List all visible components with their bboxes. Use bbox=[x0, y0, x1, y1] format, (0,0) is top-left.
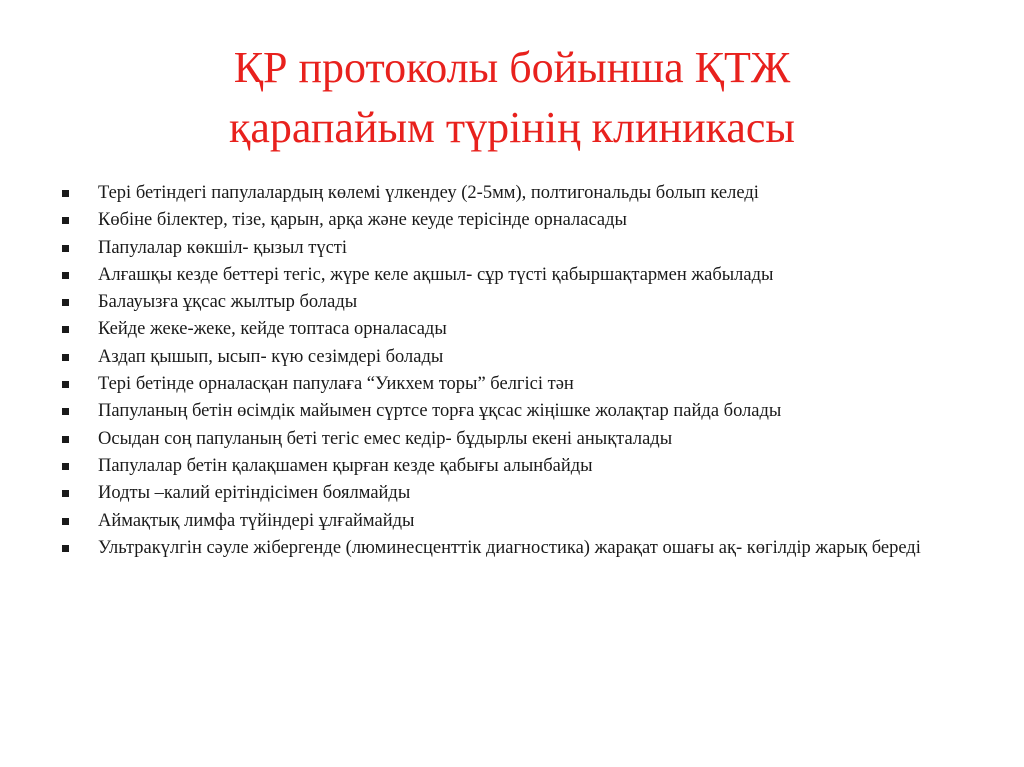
bullet-item bbox=[58, 289, 958, 316]
slide-title-line-1: ҚР протоколы бойынша ҚТЖ bbox=[233, 43, 791, 92]
bullet-text: Кейде жеке-жеке, кейде топтаса орналасады bbox=[98, 319, 447, 340]
bullet-item bbox=[58, 262, 958, 289]
bullet-item bbox=[58, 535, 958, 562]
bullet-item bbox=[58, 207, 958, 234]
slide-title-line-2: қарапайым түрінің клиникасы bbox=[229, 103, 795, 152]
square-bullet-icon bbox=[62, 299, 69, 306]
square-bullet-icon bbox=[62, 190, 69, 197]
bullet-item bbox=[58, 398, 958, 425]
bullet-text: Осыдан соң папуланың беті тегіс емес кедір- бұдырлы екені анықталады bbox=[98, 428, 673, 449]
square-bullet-icon bbox=[62, 408, 69, 415]
bullet-text: Аздап қышып, ысып- күю сезімдері болады bbox=[98, 346, 444, 367]
bullet-list bbox=[58, 180, 958, 562]
bullet-text: Алғашқы кезде беттері тегіс, жүре келе ақшыл- сұр түсті қабыршақтармен жабылады bbox=[98, 264, 774, 285]
bullet-item bbox=[58, 480, 958, 507]
square-bullet-icon bbox=[62, 326, 69, 333]
square-bullet-icon bbox=[62, 463, 69, 470]
bullet-text: Папуланың бетін өсімдік майымен сүртсе торға ұқсас жіңішке жолақтар пайда болады bbox=[98, 401, 782, 422]
bullet-text: Көбіне білектер, тізе, қарын, арқа және кеуде терісінде орналасады bbox=[98, 210, 627, 231]
bullet-text: Папулалар бетін қалақшамен қырған кезде қабығы алынбайды bbox=[98, 455, 593, 476]
bullet-item bbox=[58, 180, 958, 207]
bullet-item bbox=[58, 316, 958, 343]
bullet-text: Тері бетінде орналасқан папулаға “Уикхем торы” белгісі тән bbox=[98, 374, 574, 395]
bullet-text: Ультракүлгін сәуле жібергенде (люминесценттік диагностика) жарақат ошағы ақ- көгілдір жарық береді bbox=[98, 537, 921, 558]
bullet-text: Папулалар көкшіл- қызыл түсті bbox=[98, 237, 348, 258]
bullet-text: Аймақтық лимфа түйіндері ұлғаймайды bbox=[98, 510, 415, 531]
bullet-item bbox=[58, 235, 958, 262]
square-bullet-icon bbox=[62, 217, 69, 224]
square-bullet-icon bbox=[62, 354, 69, 361]
square-bullet-icon bbox=[62, 436, 69, 443]
square-bullet-icon bbox=[62, 490, 69, 497]
bullet-item bbox=[58, 453, 958, 480]
bullet-item bbox=[58, 508, 958, 535]
square-bullet-icon bbox=[62, 545, 69, 552]
bullet-item bbox=[58, 371, 958, 398]
square-bullet-icon bbox=[62, 518, 69, 525]
bullet-item bbox=[58, 426, 958, 453]
square-bullet-icon bbox=[62, 272, 69, 279]
square-bullet-icon bbox=[62, 245, 69, 252]
slide-title bbox=[60, 38, 964, 158]
bullet-text: Тері бетіндегі папулалардың көлемі үлкендеу (2-5мм), полтигональды болып келеді bbox=[98, 183, 759, 203]
bullet-item bbox=[58, 344, 958, 371]
square-bullet-icon bbox=[62, 381, 69, 388]
bullet-text: Иодты –калий ерітіндісімен боялмайды bbox=[98, 483, 411, 504]
bullet-text: Балауызға ұқсас жылтыр болады bbox=[98, 292, 358, 313]
